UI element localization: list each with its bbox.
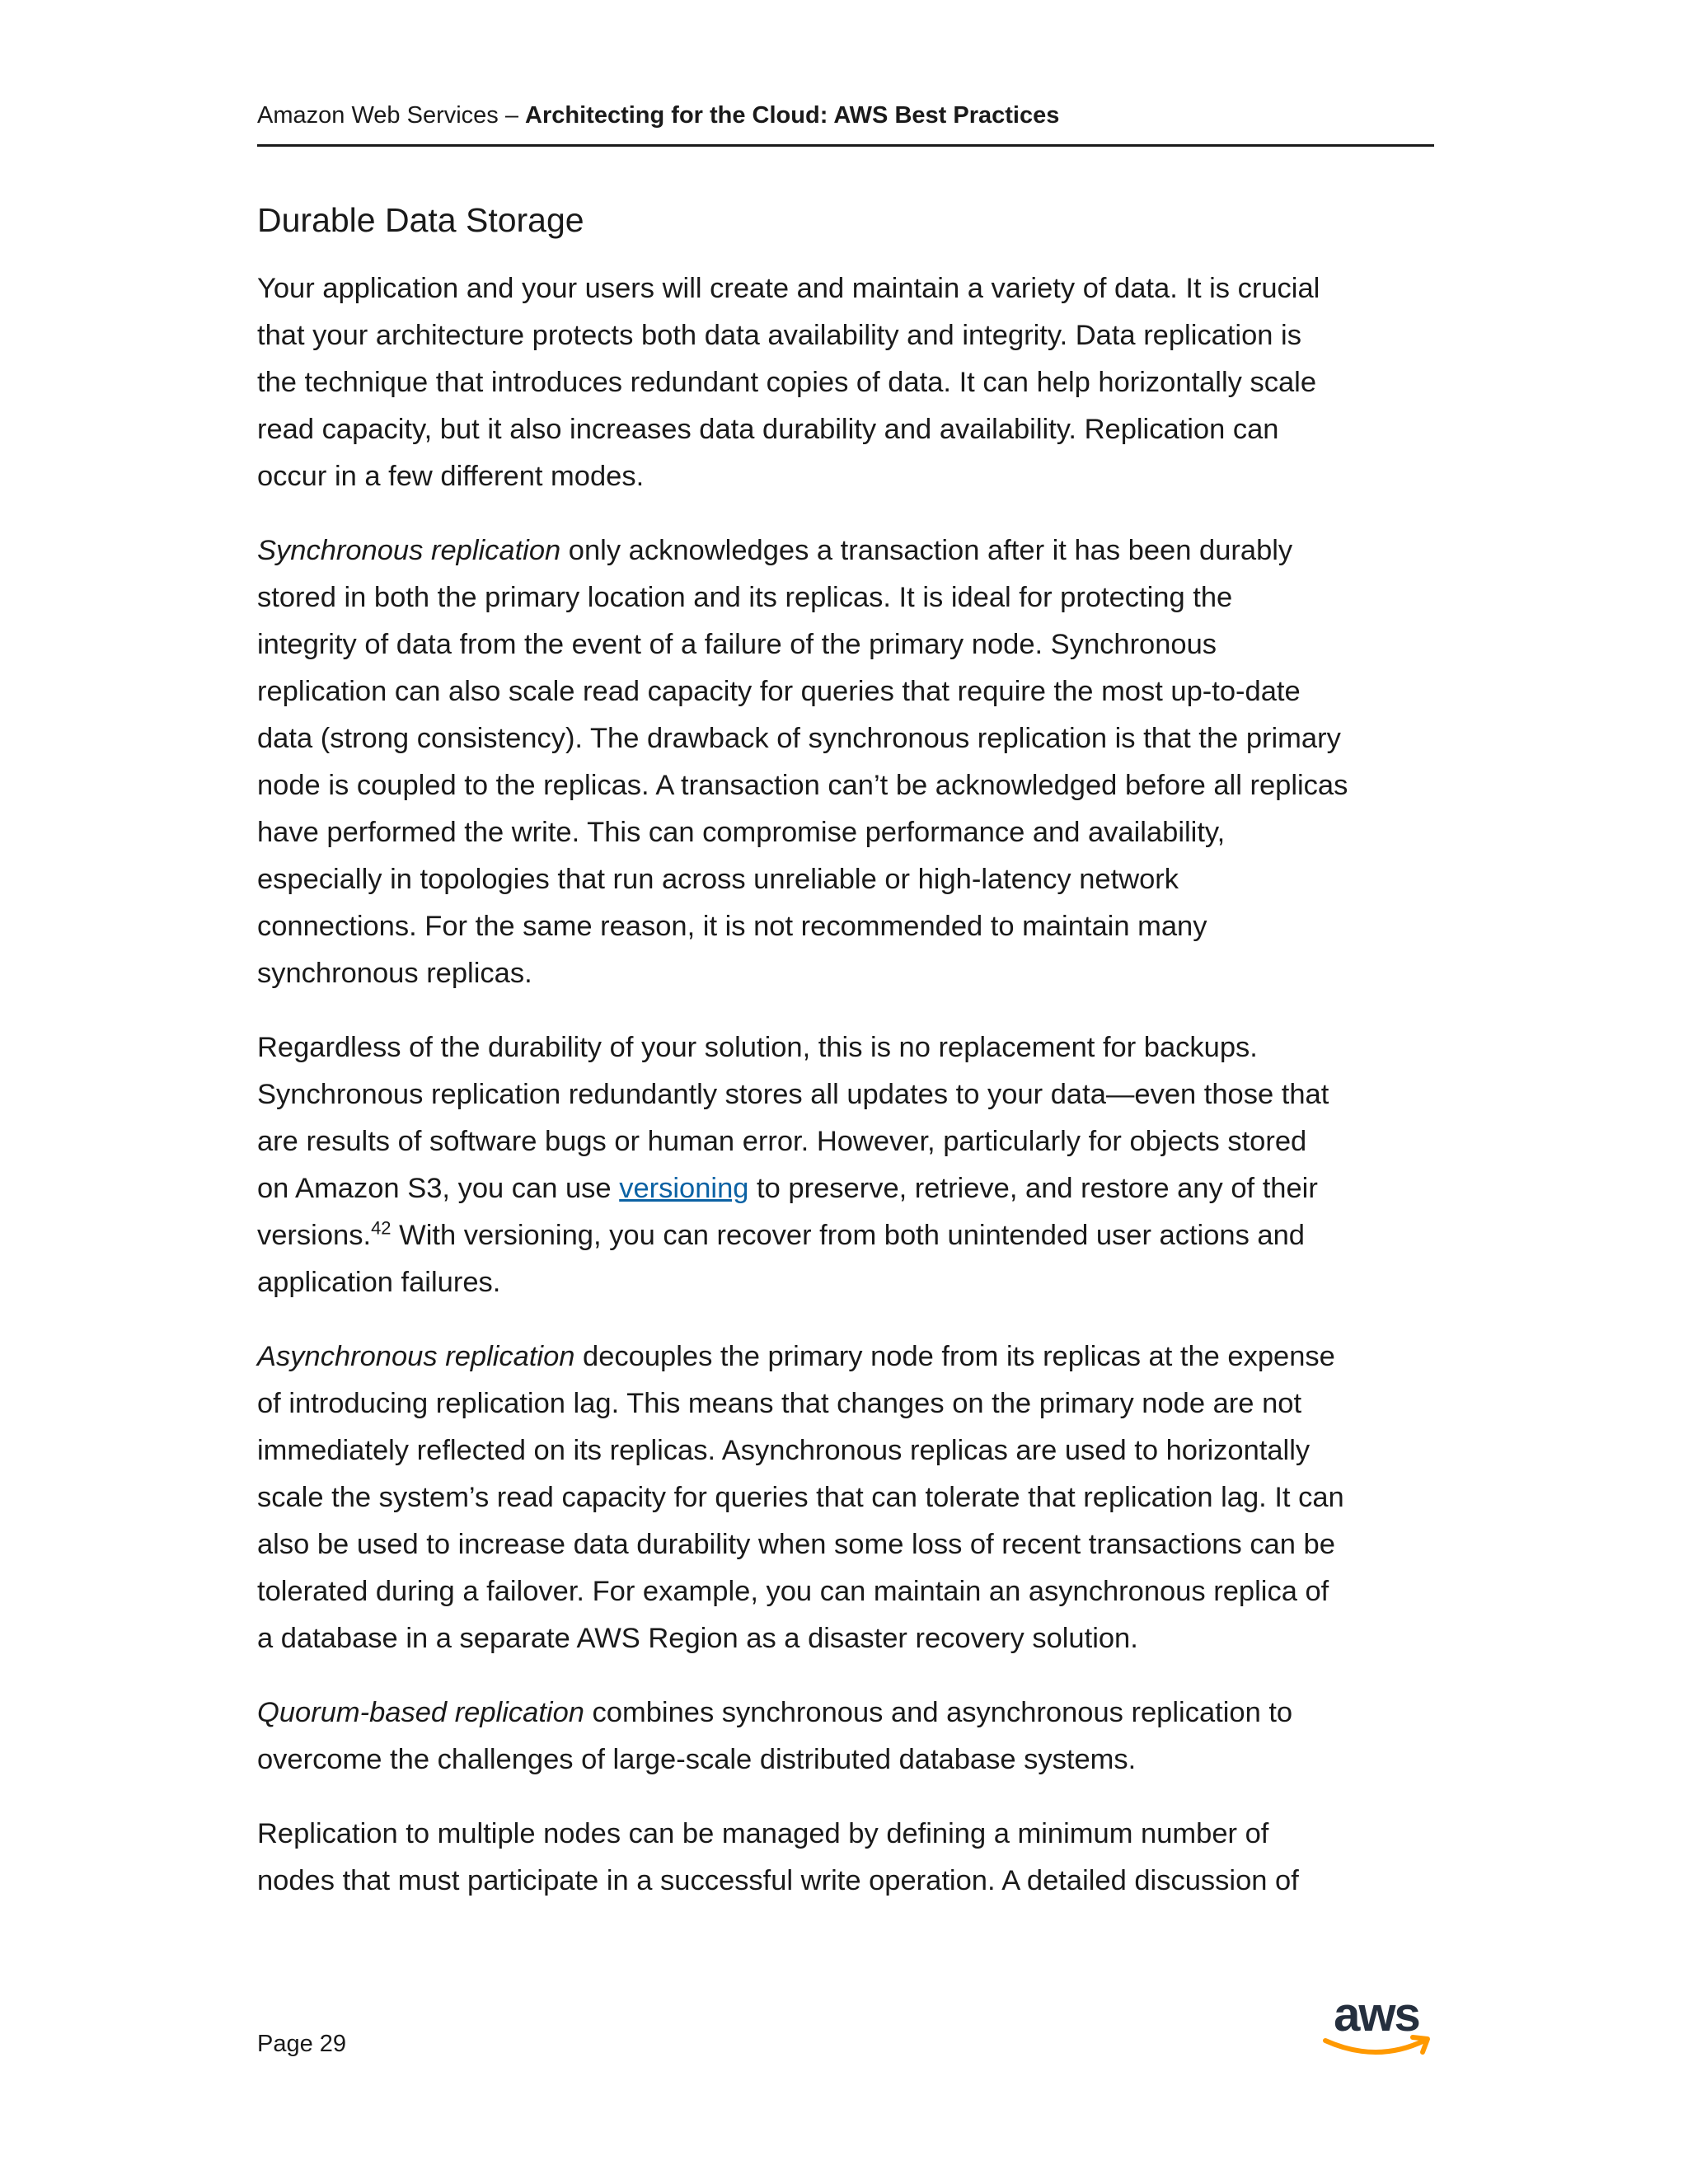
text-line: especially in topologies that run across unreliable or high-latency network [257,864,1179,895]
page-header [257,97,1434,147]
text-fragment: to preserve, retrieve, and restore any of their [748,1173,1318,1204]
text-fragment: versions. [257,1220,372,1251]
text-line: tolerated during a failover. For example, you can maintain an asynchronous replica of [257,1576,1329,1607]
text-line: of introducing replication lag. This means that changes on the primary node are not [257,1388,1302,1419]
text-line: read capacity, but it also increases data durability and availability. Replication can [257,414,1279,445]
paragraph-synchronous [257,527,1436,997]
text-fragment: on Amazon S3, you can use [257,1173,620,1204]
text-fragment: combines synchronous and asynchronous replication to [584,1697,1293,1728]
section-heading: Durable Data Storage [257,201,584,239]
text-line: synchronous replicas. [257,958,532,989]
text-line [257,1165,1436,1212]
text-fragment: decouples the primary node from its replicas at the expense [574,1341,1335,1372]
text-line: replication can also scale read capacity for queries that require the most up-to-date [257,676,1301,707]
text-line [257,1690,1436,1736]
text-line: also be used to increase data durability when some loss of recent transactions can be [257,1529,1335,1560]
text-line: application failures. [257,1267,501,1298]
paragraph-backups [257,1024,1436,1306]
footnote-reference[interactable]: 42 [371,1217,392,1239]
text-fragment: only acknowledges a transaction after it has been durably [560,535,1293,566]
text-line: Regardless of the durability of your solution, this is no replacement for backups. [257,1032,1258,1063]
text-line: Your application and your users will create and maintain a variety of data. It is crucial [257,273,1320,304]
page-content [257,196,1436,1932]
text-line: are results of software bugs or human error. However, particularly for objects stored [257,1126,1307,1157]
document-title: Architecting for the Cloud: AWS Best Practices [525,102,1060,129]
text-line: integrity of data from the event of a failure of the primary node. Synchronous [257,629,1217,660]
text-line: nodes that must participate in a successful write operation. A detailed discussion of [257,1865,1299,1896]
text-line: Synchronous replication redundantly stores all updates to your data—even those that [257,1079,1329,1110]
text-line: a database in a separate AWS Region as a disaster recovery solution. [257,1623,1138,1654]
text-line: data (strong consistency). The drawback of synchronous replication is that the primary [257,723,1341,754]
page-number: Page 29 [257,2031,347,2057]
text-fragment: With versioning, you can recover from both unintended user actions and [391,1220,1305,1251]
text-line: overcome the challenges of large-scale distributed database systems. [257,1744,1137,1775]
text-line: node is coupled to the replicas. A transaction can’t be acknowledged before all replicas [257,770,1348,801]
text-line: immediately reflected on its replicas. Asynchronous replicas are used to horizontally [257,1435,1311,1466]
text-line: Replication to multiple nodes can be managed by defining a minimum number of [257,1818,1269,1849]
paragraph-quorum [257,1690,1436,1783]
term-synchronous-replication: Synchronous replication [257,535,561,566]
text-line: that your architecture protects both data availability and integrity. Data replication is [257,320,1301,351]
text-line: have performed the write. This can compromise performance and availability, [257,817,1226,848]
text-line: stored in both the primary location and its replicas. It is ideal for protecting the [257,582,1233,613]
aws-logo-icon [1319,1988,1434,2062]
text-line [257,1212,1436,1259]
term-quorum-based-replication: Quorum-based replication [257,1697,584,1728]
term-asynchronous-replication: Asynchronous replication [257,1341,575,1372]
header-prefix: Amazon Web Services – [257,102,526,129]
header-text [257,101,1059,130]
aws-logo-text: aws [1334,1988,1419,2041]
text-line [257,527,1436,574]
aws-smile-arrow [1325,2041,1424,2052]
paragraph-intro [257,265,1436,500]
paragraph-multiple-nodes [257,1811,1436,1905]
text-line [257,1333,1436,1380]
versioning-link[interactable]: versioning [619,1173,749,1204]
text-line: occur in a few different modes. [257,461,645,492]
paragraph-asynchronous [257,1333,1436,1662]
text-line: connections. For the same reason, it is not recommended to maintain many [257,911,1207,942]
text-line: scale the system’s read capacity for queries that can tolerate that replication lag. It can [257,1482,1344,1513]
text-line: the technique that introduces redundant copies of data. It can help horizontally scale [257,367,1317,398]
